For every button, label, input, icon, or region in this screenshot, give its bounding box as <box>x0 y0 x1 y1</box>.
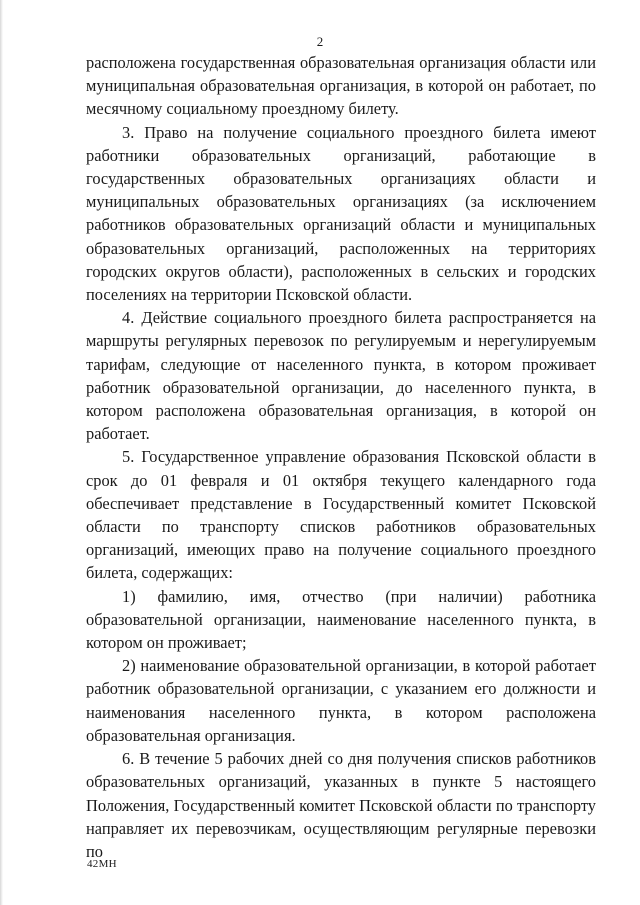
page-number: 2 <box>316 34 324 49</box>
paragraph-item-4: 4. Действие социального проездного билета распространяется на маршруты регулярных перевозок по регулируемым и нерегулируемым тарифам, следующие от населенного пункта, в котором проживает работник образовательной организации, до населенного пункта, в котором расположена образовательная организация, в которой он работает. <box>86 308 596 444</box>
paragraph-continuation: расположена государственная образовательная организация области или муниципальная образовательная организация, в которой он работает, по месячному социальному проездному билету. <box>86 53 596 119</box>
footer-document-code: 42МН <box>87 858 117 870</box>
document-body <box>86 51 596 863</box>
paragraph-item-5: 5. Государственное управление образования Псковской области в срок до 01 февраля и 01 октября текущего календарного года обеспечивает представление в Государственный комитет Псковской области по транспорту списков работников образовательных организаций, имеющих право на получение социального проездного билета, содержащих: <box>86 447 596 583</box>
paragraph-subitem-1: 1) фамилию, имя, отчество (при наличии) работника образовательной организации, наименование населенного пункта, в котором он проживает; <box>86 586 596 653</box>
paragraph-item-3: 3. Право на получение социального проездного билета имеют работники образовательных организаций, работающие в государственных образовательных организациях области и муниципальных образовательных организациях (за исключением работников образовательных организаций области и муниципальных образовательных организаций, расположенных на территориях городских округов области), расположенных в сельских и городских поселениях на территории Псковской области. <box>86 122 596 305</box>
page-edge-shadow <box>0 0 3 905</box>
paragraph-subitem-2: 2) наименование образовательной организации, в которой работает работник образовательной организации, с указанием его должности и наименования населенного пункта, в котором расположена образовательная организация. <box>86 656 596 745</box>
paragraph-item-6: 6. В течение 5 рабочих дней со дня получения списков работников образовательных организаций, указанных в пункте 5 настоящего Положения, Государственный комитет Псковской области по транспорту направляет их перевозчикам, осуществляющим регулярные перевозки по <box>86 749 596 861</box>
